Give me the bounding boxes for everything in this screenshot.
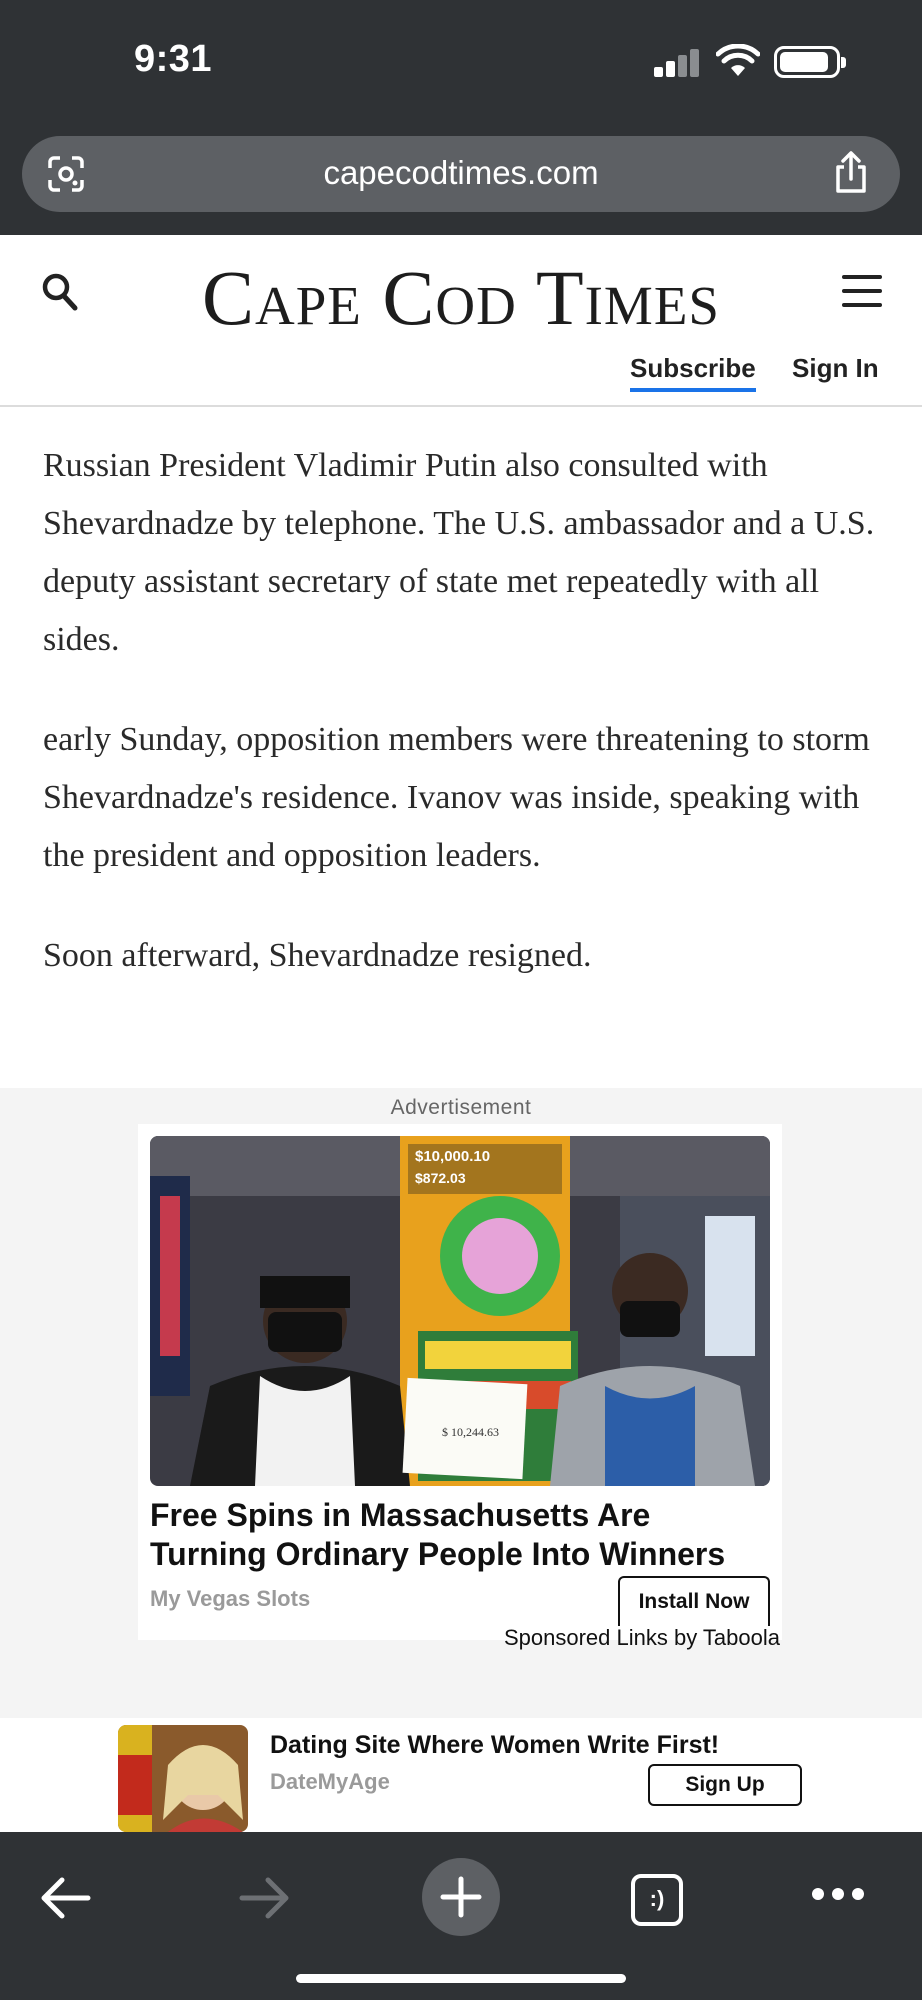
forward-arrow-icon[interactable]	[238, 1876, 290, 1920]
jackpot-grand-amount: $10,000.10	[415, 1148, 491, 1165]
taboola-sponsor-label[interactable]: Sponsored Links by Taboola	[503, 1625, 780, 1650]
sponsored-ad-card[interactable]	[138, 1124, 782, 1640]
cellular-signal-icon	[652, 47, 702, 77]
more-options-icon[interactable]	[812, 1888, 864, 1904]
sign-up-button[interactable]: Sign Up	[648, 1764, 802, 1806]
install-now-button[interactable]: Install Now	[618, 1576, 770, 1626]
site-logo[interactable]: Cape Cod Times	[201, 254, 721, 341]
browser-bottom-toolbar	[0, 1832, 922, 2000]
article-paragraph: Russian President Vladimir Putin also consulted with Shevardnadze by telephone. The U.S. ambassador and a U.S. deputy assistant secretary of state met repeatedly with all sides.	[43, 447, 875, 658]
ad-source[interactable]: My Vegas Slots	[150, 1586, 311, 1611]
secondary-ad[interactable]	[118, 1720, 804, 1832]
article-paragraph: Soon afterward, Shevardnadze resigned.	[43, 937, 592, 974]
address-bar[interactable]	[22, 136, 900, 212]
back-arrow-icon[interactable]	[40, 1876, 92, 1920]
jackpot-major-amount: $872.03	[415, 1170, 466, 1186]
ad-headline[interactable]: Free Spins in Massachusetts Are Turning Ordinary People Into Winners	[150, 1497, 726, 1572]
subscribe-link[interactable]: Subscribe	[630, 353, 756, 392]
hamburger-menu-icon[interactable]	[842, 275, 882, 307]
tab-switcher-button[interactable]: :)	[631, 1874, 683, 1926]
status-time: 9:31	[134, 38, 213, 80]
share-icon[interactable]	[832, 151, 870, 195]
dating-ad-title[interactable]: Dating Site Where Women Write First!	[270, 1731, 720, 1759]
ad-photo[interactable]	[150, 1136, 770, 1486]
wifi-icon	[716, 44, 760, 78]
dating-ad-thumbnail[interactable]	[118, 1725, 248, 1832]
advertisement-label: Advertisement	[390, 1096, 532, 1119]
plus-icon	[422, 1858, 500, 1936]
dating-ad-source[interactable]: DateMyAge	[270, 1769, 390, 1794]
article-body	[43, 437, 883, 1027]
sign-in-link[interactable]: Sign In	[792, 353, 879, 383]
battery-icon	[774, 46, 840, 78]
article-paragraph: early Sunday, opposition members were threatening to storm Shevardnadze's residence. Ivanov was inside, speaking with the president and opposition leaders.	[43, 721, 870, 874]
advertisement-zone	[0, 1088, 922, 1718]
new-tab-button[interactable]	[422, 1858, 500, 1936]
site-header	[0, 235, 922, 407]
check-amount: $ 10,244.63	[442, 1425, 499, 1439]
url-text[interactable]: capecodtimes.com	[323, 154, 599, 191]
home-indicator	[296, 1974, 626, 1983]
browser-top-chrome	[0, 0, 922, 235]
